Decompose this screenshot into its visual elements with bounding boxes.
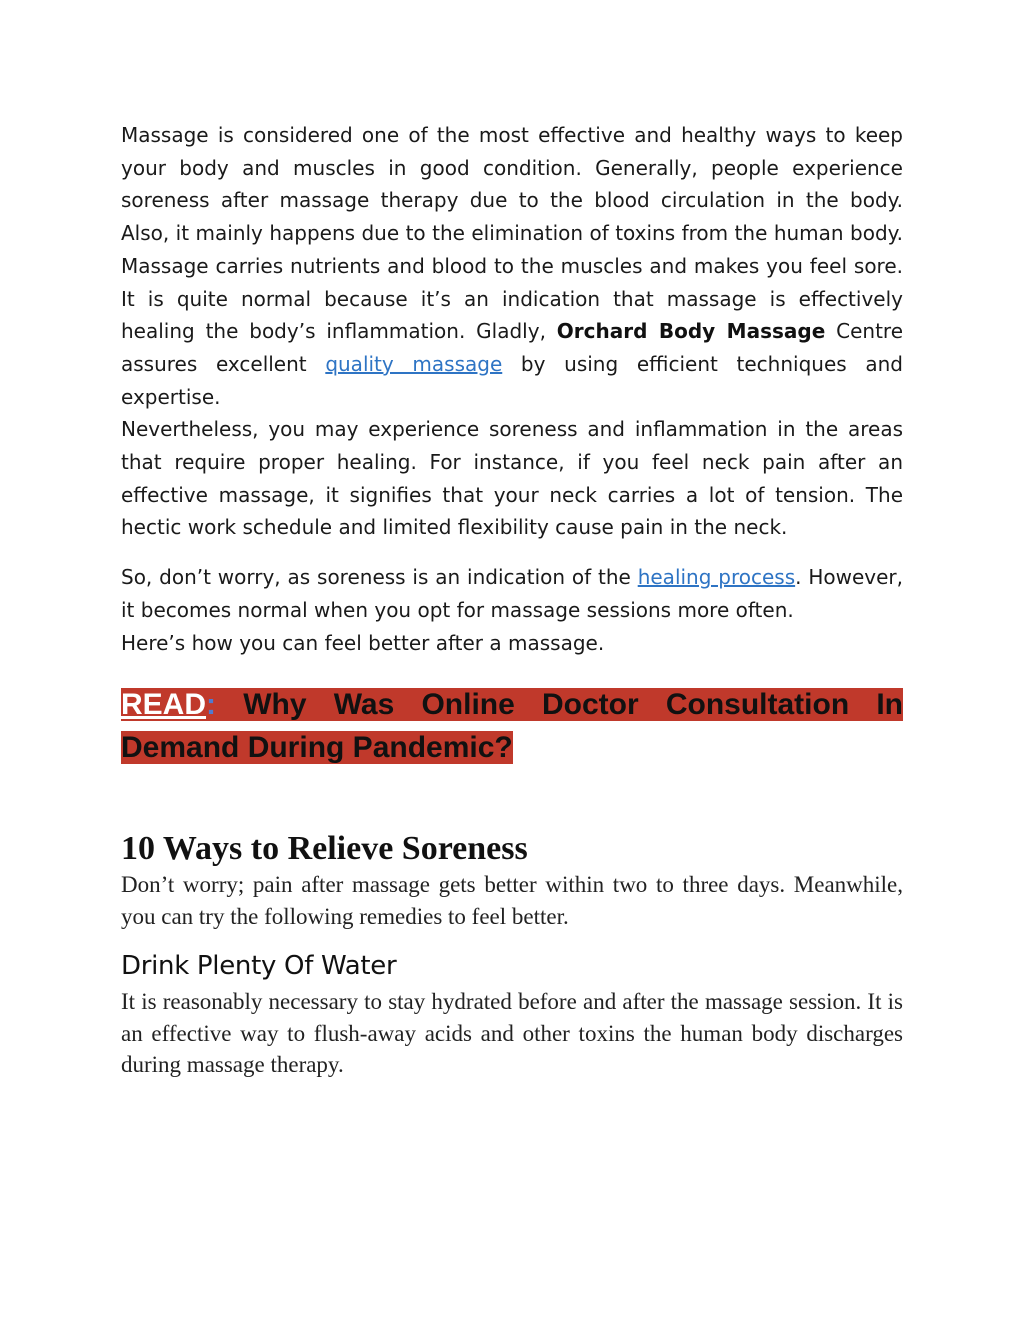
intro-paragraph-1 <box>121 119 903 413</box>
document-page <box>121 119 903 1081</box>
healing-process-link[interactable]: healing process <box>637 565 796 590</box>
subheading-body: It is reasonably necessary to stay hydrated before and after the massage session. It is an effective way to flush-away acids and other toxins the human body discharges during massage therapy. <box>121 989 903 1078</box>
intro-text-a: Massage is considered one of the most effective and healthy ways to keep your body and muscles in good condition. Generally, people experience soreness after massage therapy due to the blood circulation in the body. Also, it mainly happens due to the elimination of toxins from the human body. Massage carries nutrients and blood to the muscles and makes you feel sore. It is quite normal because it’s an indication that massage is effectively healing the body’s inflammation. Gladly, <box>121 123 903 344</box>
intro-paragraph-4: Here’s how you can feel better after a massage. <box>121 630 605 655</box>
read-colon: : <box>206 688 217 722</box>
read-article-title: Why Was Online Doctor Consultation In Demand During Pandemic? <box>121 688 903 765</box>
section-heading: 10 Ways to Relieve Soreness <box>121 830 528 868</box>
read-link[interactable]: READ <box>121 688 207 722</box>
intro-paragraph-2: Nevertheless, you may experience soreness and inflammation in the areas that require proper healing. For instance, if you feel neck pain after an effective massage, it signifies that your neck carries a lot of tension. The hectic work schedule and limited flexibility cause pain in the neck. <box>121 417 903 540</box>
para3-text-a: So, don’t worry, as soreness is an indication of the <box>121 565 638 590</box>
intro-text-b: Centre assures excellent <box>121 319 903 376</box>
read-highlight <box>121 688 903 764</box>
quality-massage-link[interactable]: quality massage <box>325 351 503 376</box>
subheading-drink-water: Drink Plenty Of Water <box>121 951 397 982</box>
para3-text-b: . However, it becomes normal when you opt for massage sessions more often. <box>121 565 903 622</box>
intro-paragraph-3 <box>121 561 903 626</box>
read-also-banner <box>121 683 903 769</box>
brand-name: Orchard Body Massage <box>556 319 826 344</box>
intro-text-c: by using efficient techniques and expertise. <box>121 351 903 409</box>
section-intro: Don’t worry; pain after massage gets better within two to three days. Meanwhile, you can try the following remedies to feel better. <box>121 872 903 929</box>
